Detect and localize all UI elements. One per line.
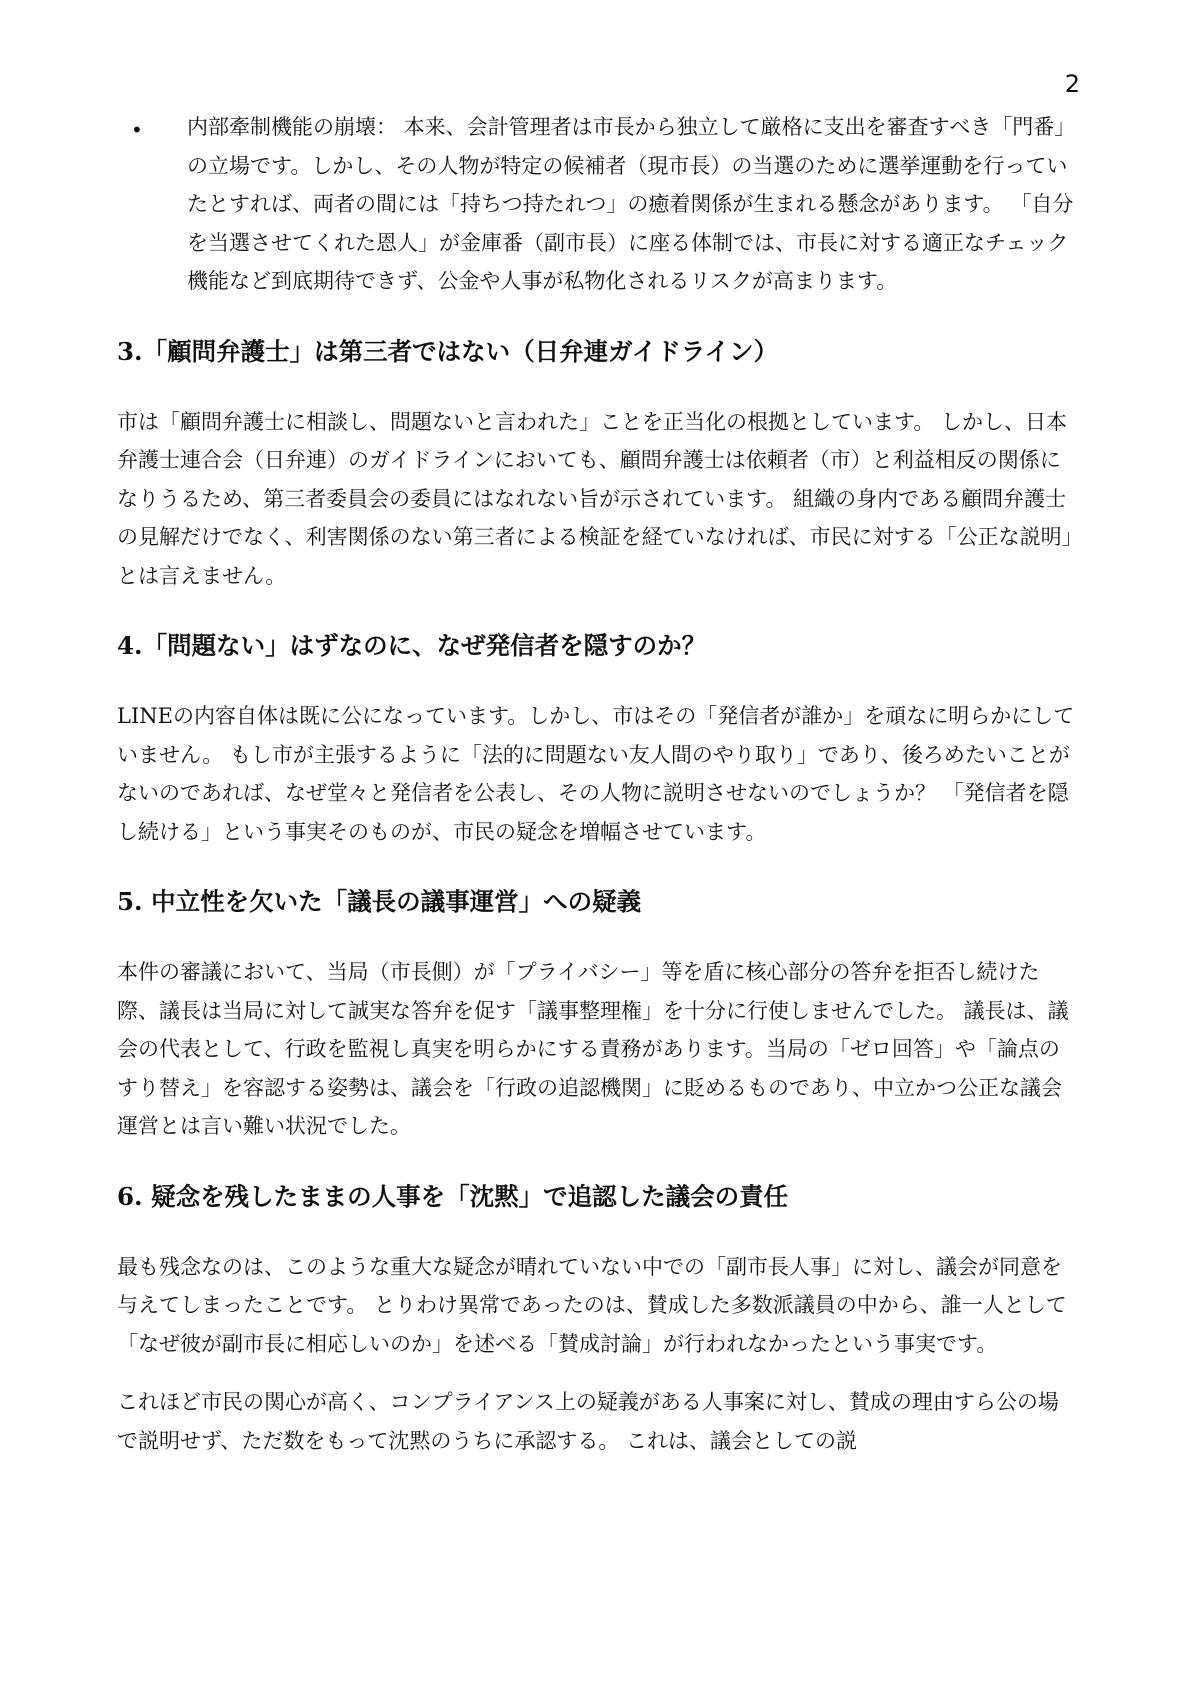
- section-heading: 3.「顧問弁護士」は第三者ではない（日弁連ガイドライン）: [117, 336, 779, 366]
- section-4: [117, 629, 1077, 851]
- section-paragraph: 本件の審議において、当局（市長側）が「プライバシー」等を盾に核心部分の答弁を拒否し続けた際、議長は当局に対して誠実な答弁を促す「議事整理権」を十分に行使しませんでした。 議長は、議会の代表として、行政を監視し真実を明らかにする責務があります。当局の「ゼロ回答」や「論点のすり替え」を容認する姿勢は、議会を「行政の追認機関」に貶めるものであり、中立かつ公正な議会運営とは言い難い状況でした。: [117, 960, 1069, 1138]
- section-paragraph: これほど市民の関心が高く、コンプライアンス上の疑義がある人事案に対し、賛成の理由すら公の場で説明せず、ただ数をもって沈黙のうちに承認する。 これは、議会としての説: [117, 1390, 1059, 1453]
- section-heading: 5. 中立性を欠いた「議長の議事運営」への疑義: [117, 887, 642, 916]
- bullet-item: [117, 108, 1077, 301]
- section-6: [117, 1180, 1077, 1461]
- section-paragraph: LINEの内容自体は既に公になっています。しかし、市はその「発信者が誰か」を頑なに明らかにしていません。 もし市が主張するように「法的に問題ない友人間のやり取り」であり、後ろめたいことがないのであれば、なぜ堂々と発信者を公表し、その人物に説明させないのでしょうか？ 「発信者を隠し続ける」という事実そのものが、市民の疑念を増幅させています。: [117, 704, 1075, 844]
- bullet-text: 内部牽制機能の崩壊： 本来、会計管理者は市長から独立して厳格に支出を審査すべき「門番」の立場です。しかし、その人物が特定の候補者（現市長）の当選のために選挙運動を行っていたとすれば、両者の間には「持ちつ持たれつ」の癒着関係が生まれる懸念があります。 「自分を当選させてくれた恩人」が金庫番（副市長）に座る体制では、市長に対する適正なチェック機能など到底期待できず、公金や人事が私物化されるリスクが高まります。: [187, 115, 1076, 293]
- section-heading: 6. 疑念を残したままの人事を「沈黙」で追認した議会の責任: [117, 1181, 789, 1211]
- page-number: 2: [1064, 70, 1080, 98]
- document-body: [117, 108, 1077, 1460]
- section-5: [117, 885, 1077, 1146]
- bullet-icon: •: [131, 118, 143, 142]
- section-paragraph: 最も残念なのは、このような重大な疑念が晴れていない中での「副市長人事」に対し、議会が同意を与えてしまったことです。 とりわけ異常であったのは、賛成した多数派議員の中から、誰一人として「なぜ彼が副市長に相応しいのか」を述べる「賛成討論」が行われなかったという事実です。: [117, 1254, 1067, 1356]
- section-paragraph: 市は「顧問弁護士に相談し、問題ないと言われた」ことを正当化の根拠としています。 しかし、日本弁護士連合会（日弁連）のガイドラインにおいても、顧問弁護士は依頼者（市）と利益相反の関係になりうるため、第三者委員会の委員にはなれない旨が示されています。 組織の身内である顧問弁護士の見解だけでなく、利害関係のない第三者による検証を経ていなければ、市民に対する「公正な説明」とは言えません。: [117, 409, 1073, 588]
- section-3: [117, 335, 1077, 596]
- section-heading: 4.「問題ない」はずなのに、なぜ発信者を隠すのか？: [117, 631, 707, 660]
